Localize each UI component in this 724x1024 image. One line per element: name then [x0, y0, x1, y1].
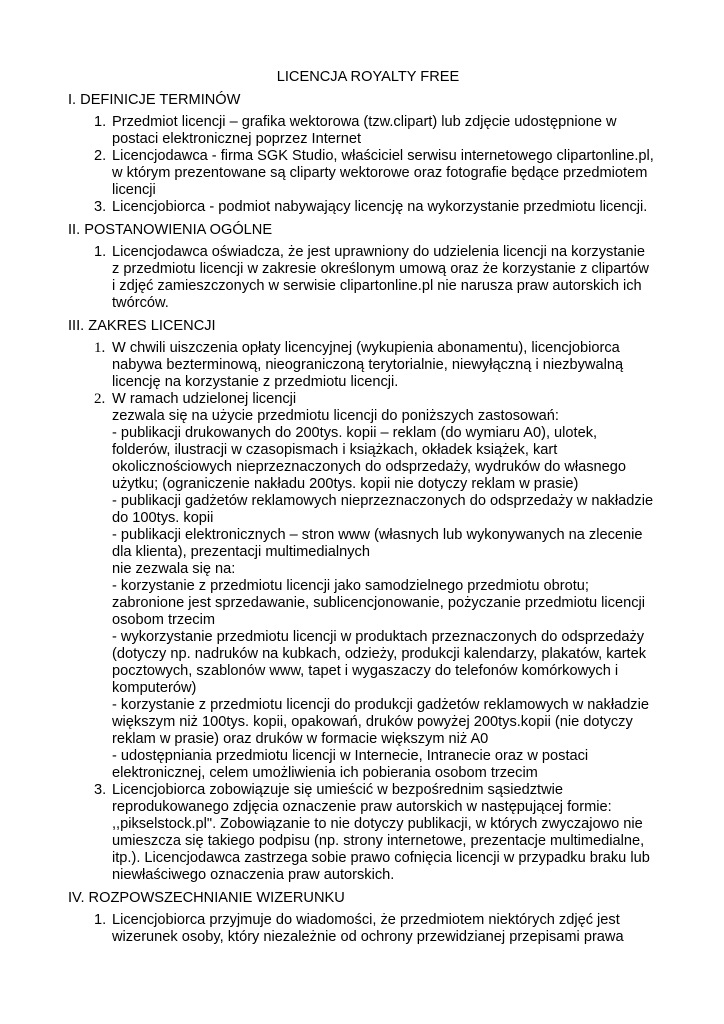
list-item-number: 1. [94, 114, 107, 130]
document-title: LICENCJA ROYALTY FREE [276, 69, 460, 85]
list-item-text-line: licencję na korzystanie z przedmiotu licencji. [112, 374, 399, 390]
list-item [68, 244, 668, 312]
list-item [68, 148, 668, 199]
list-item-text-line: niewłaściwego oznaczenia praw autorskich. [112, 867, 395, 883]
list-item-text-line: w którym prezentowane są cliparty wektorowe oraz fotografie będące przedmiotem [112, 165, 648, 181]
list-item-text-line: okolicznościowych nieprzeznaczonych do odsprzedaży, wydruków do własnego [112, 459, 627, 475]
list-item-text-line: zabronione jest sprzedawanie, sublicencjonowanie, pożyczanie przedmiotu licencji [112, 595, 645, 611]
list-item-number: 1. [94, 244, 107, 260]
list-item-text-line: (dotyczy np. nadruków na kubkach, odzieży, produkcji kalendarzy, plakatów, kartek [112, 646, 647, 662]
list-item-text-line: większym niż 100tys. kopii, opakowań, druków powyżej 200tys.kopii (nie dotyczy [112, 714, 633, 730]
list-item-text-line: do 100tys. kopii [112, 510, 214, 526]
list-item-number: 3. [94, 782, 107, 798]
list-item-text-line: pocztowych, szablonów www, tapet i wygaszaczy do telefonów komórkowych i [112, 663, 619, 679]
list-item-text-line: nabywa bezterminową, nieograniczoną terytorialnie, niewyłączną i niezbywalną [112, 357, 624, 373]
list-item-text-line: Licencjodawca - firma SGK Studio, właściciel serwisu internetowego clipartonline.pl, [112, 148, 654, 164]
list-item-text-line: komputerów) [112, 680, 197, 696]
list-item-text-line: Licencjobiorca przyjmuje do wiadomości, że przedmiotem niektórych zdjęć jest [112, 912, 620, 928]
list-item-text-line: i zdjęć zamieszczonych w serwisie clipartonline.pl nie narusza praw autorskich ich [112, 278, 642, 294]
list-item-text-line: postaci elektronicznej poprzez Internet [112, 131, 362, 147]
list-item-text-line: - korzystanie z przedmiotu licencji do produkcji gadżetów reklamowych w nakładzie [112, 697, 649, 713]
sections-container [68, 92, 668, 946]
list-item-text-line: - publikacji gadżetów reklamowych nieprzeznaczonych do odsprzedaży w nakładzie [112, 493, 654, 509]
list-item-text-line: nie zezwala się na: [112, 561, 236, 577]
list-item-text-line: użytku; (ograniczenie nakładu 200tys. kopii nie dotyczy reklam w prasie) [112, 476, 579, 492]
list-item-text-line: umieszcza się takiego podpisu (np. strony internetowe, prezentacje multimedialne, [112, 833, 645, 849]
list-item-number: 2. [94, 148, 107, 164]
list-item-text-line: licencji [112, 182, 156, 198]
list-item-text-line: zezwala się na użycie przedmiotu licencji do poniższych zastosowań: [112, 408, 559, 424]
list-item [68, 391, 668, 782]
list-item-text-line: Przedmiot licencji – grafika wektorowa (tzw.clipart) lub zdjęcie udostępnione w [112, 114, 617, 130]
list-item-text-line: z przedmiotu licencji w zakresie określonym umową oraz że korzystanie z clipartów [112, 261, 649, 277]
list-item [68, 340, 668, 391]
section-heading: III. ZAKRES LICENCJI [68, 318, 216, 334]
section-heading: IV. ROZPOWSZECHNIANIE WIZERUNKU [68, 890, 345, 906]
list-item-text-line: Licencjobiorca zobowiązuje się umieścić w bezpośrednim sąsiedztwie [112, 782, 563, 798]
section-heading: I. DEFINICJE TERMINÓW [68, 92, 241, 108]
list-item-text-line: reklam w prasie) oraz druków w formacie większym niż A0 [112, 731, 489, 747]
list-item-number: 1. [94, 340, 106, 356]
list-item-text-line: folderów, ilustracji w czasopismach i książkach, okładek książek, kart [112, 442, 558, 458]
list-item-text-line: osobom trzecim [112, 612, 215, 628]
list-item-text-line: W ramach udzielonej licencji [112, 391, 297, 407]
list-item-number: 1. [94, 912, 107, 928]
section-list [68, 244, 668, 312]
list-item-text-line: reprodukowanego zdjęcia oznaczenie praw autorskich w następującej formie: [112, 799, 612, 815]
document-page [68, 69, 668, 952]
list-item-text-line: W chwili uiszczenia opłaty licencyjnej (wykupienia abonamentu), licencjobiorca [112, 340, 620, 356]
list-item [68, 199, 668, 216]
list-item [68, 114, 668, 148]
list-item-text-line: elektronicznej, celem umożliwienia ich pobierania osobom trzecim [112, 765, 538, 781]
list-item-text-line: dla klienta), prezentacji multimedialnych [112, 544, 370, 560]
list-item-text-line: - wykorzystanie przedmiotu licencji w produktach przeznaczonych do odsprzedaży [112, 629, 645, 645]
list-item-text-line: Licencjodawca oświadcza, że jest uprawniony do udzielenia licencji na korzystanie [112, 244, 645, 260]
list-item-text-line: twórców. [112, 295, 169, 311]
section-list [68, 340, 668, 884]
list-item-text-line: - publikacji elektronicznych – stron www (własnych lub wykonywanych na zlecenie [112, 527, 643, 543]
list-item-text-line: - korzystanie z przedmiotu licencji jako samodzielnego przedmiotu obrotu; [112, 578, 589, 594]
section-list [68, 114, 668, 216]
list-item [68, 912, 668, 946]
list-item-text-line: wizerunek osoby, który niezależnie od ochrony przewidzianej przepisami prawa [112, 929, 624, 945]
list-item-number: 2. [94, 391, 106, 407]
list-item-number: 3. [94, 199, 107, 215]
list-item-text-line: Licencjobiorca - podmiot nabywający licencję na wykorzystanie przedmiotu licencji. [112, 199, 648, 215]
list-item-text-line: - udostępniania przedmiotu licencji w Internecie, Intranecie oraz w postaci [112, 748, 589, 764]
list-item-text-line: ,,pikselstock.pl". Zobowiązanie to nie dotyczy publikacji, w których zwyczajowo nie [112, 816, 643, 832]
list-item-text-line: - publikacji drukowanych do 200tys. kopii – reklam (do wymiaru A0), ulotek, [112, 425, 598, 441]
section-heading: II. POSTANOWIENIA OGÓLNE [68, 222, 273, 238]
list-item-text-line: itp.). Licencjodawca zastrzega sobie prawo cofnięcia licencji w przypadku braku lub [112, 850, 650, 866]
list-item [68, 782, 668, 884]
section-list [68, 912, 668, 946]
